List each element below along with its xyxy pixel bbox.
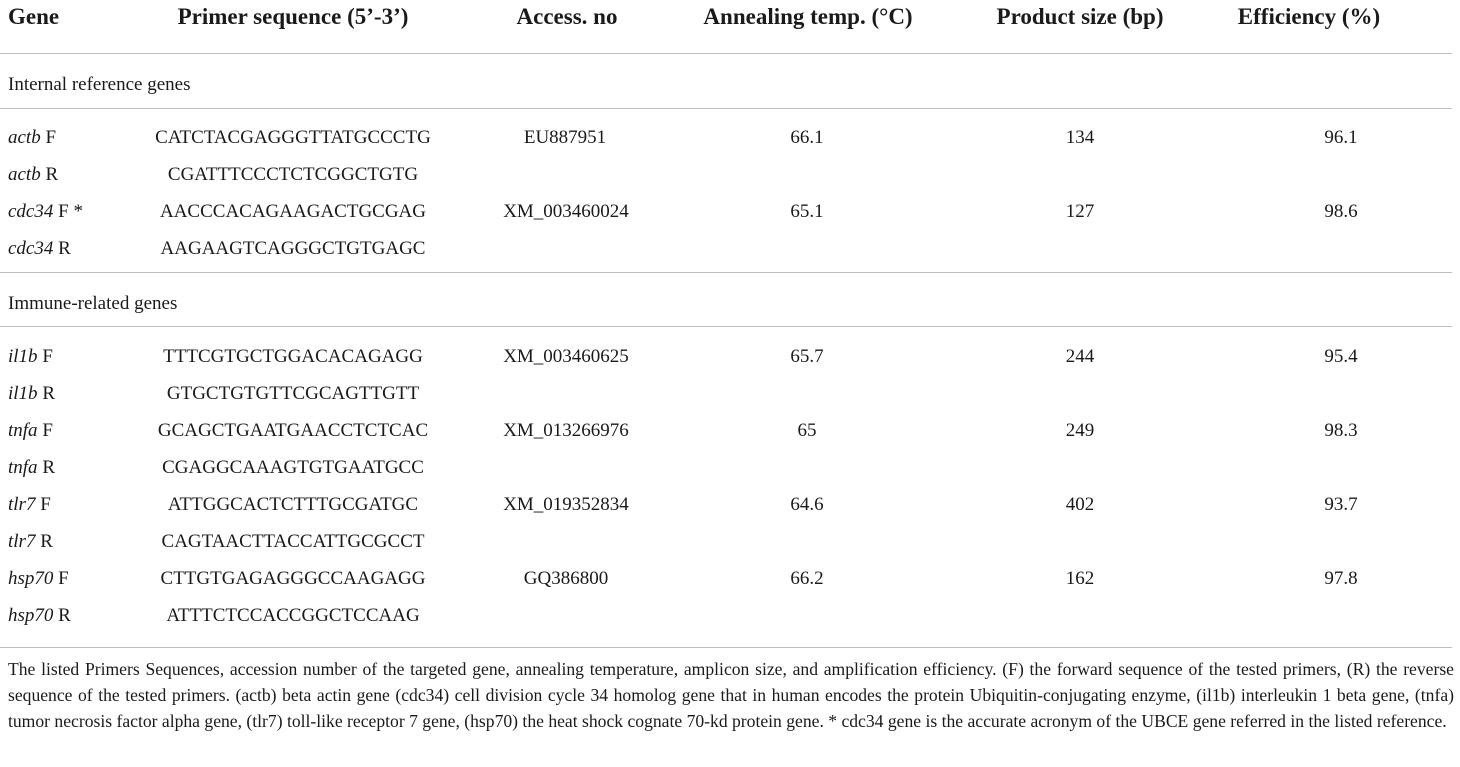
table-row (0, 377, 1460, 414)
table-row (0, 488, 1460, 525)
accession-number: XM_019352834 (503, 494, 629, 515)
primer-sequence: AAGAAGTCAGGGCTGTGAGC (160, 238, 426, 259)
product-size: 162 (1065, 568, 1095, 589)
table-row (0, 195, 1460, 232)
header-divider (0, 53, 1452, 54)
table-row (0, 414, 1460, 451)
efficiency: 97.8 (1324, 568, 1358, 589)
header-access-no: Access. no (516, 4, 618, 29)
gene-name: cdc34 R (8, 238, 71, 259)
primer-sequence: TTTCGTGCTGGACACAGAGG (163, 346, 423, 367)
efficiency: 95.4 (1324, 346, 1358, 367)
table-header (0, 0, 1460, 40)
header-annealing-temp: Annealing temp. (°C) (703, 4, 913, 29)
efficiency: 98.6 (1324, 201, 1358, 222)
primer-sequence: CAGTAACTTACCATTGCGCCT (161, 531, 425, 552)
accession-number: EU887951 (523, 127, 607, 148)
efficiency: 96.1 (1324, 127, 1358, 148)
primer-sequence: GTGCTGTGTTCGCAGTTGTT (166, 383, 420, 404)
header-efficiency: Efficiency (%) (1237, 4, 1381, 29)
efficiency: 98.3 (1324, 420, 1358, 441)
section-title-internal-reference: Internal reference genes (8, 74, 191, 95)
product-size: 249 (1065, 420, 1095, 441)
table-row (0, 525, 1460, 562)
table-row (0, 340, 1460, 377)
primer-sequence: CGAGGCAAAGTGTGAATGCC (162, 457, 424, 478)
section-divider (0, 272, 1452, 273)
section-divider (0, 108, 1452, 109)
table-row (0, 562, 1460, 599)
product-size: 134 (1065, 127, 1095, 148)
gene-name: tlr7 R (8, 531, 53, 552)
gene-name: il1b R (8, 383, 55, 404)
table-bottom-divider (0, 647, 1452, 648)
annealing-temp: 64.6 (790, 494, 824, 515)
gene-name: actb F (8, 127, 57, 148)
product-size: 244 (1065, 346, 1095, 367)
table-row (0, 451, 1460, 488)
annealing-temp: 66.1 (790, 127, 824, 148)
gene-name: actb R (8, 164, 59, 185)
product-size: 402 (1065, 494, 1095, 515)
gene-name: tnfa R (8, 457, 55, 478)
header-gene: Gene (8, 4, 60, 29)
table-row (0, 232, 1460, 269)
primer-sequence: CATCTACGAGGGTTATGCCCTG (155, 127, 431, 148)
table-row (0, 158, 1460, 195)
section-title-immune-related: Immune-related genes (8, 293, 178, 314)
annealing-temp: 66.2 (790, 568, 824, 589)
accession-number: GQ386800 (523, 568, 609, 589)
gene-name: hsp70 F (8, 568, 69, 589)
gene-name: tlr7 F (8, 494, 51, 515)
header-product-size: Product size (bp) (996, 4, 1164, 29)
accession-number: XM_003460625 (503, 346, 629, 367)
accession-number: XM_003460024 (503, 201, 629, 222)
gene-name: cdc34 F * (8, 201, 83, 222)
primer-sequence: AACCCACAGAAGACTGCGAG (159, 201, 427, 222)
gene-name: tnfa F (8, 420, 53, 441)
gene-name: hsp70 R (8, 605, 71, 626)
table-footnote: The listed Primers Sequences, accession number of the targeted gene, annealing temperature, amplicon size, and amplification efficiency. (F) the forward sequence of the tested primers, (R) the reverse sequence of the tested primers. (actb) beta actin gene (cdc34) cell division cycle 34 homolog gene that in human encodes the protein Ubiquitin-conjugating enzyme, (il1b) interleukin 1 beta gene, (tnfa) tumor necrosis factor alpha gene, (tlr7) toll-like receptor 7 gene, (hsp70) the heat shock cognate 70-kd protein gene. * cdc34 gene is the accurate acronym of the UBCE gene referred in the listed reference. (8, 659, 1454, 731)
header-primer-sequence: Primer sequence (5’-3’) (177, 4, 409, 29)
section-divider (0, 326, 1452, 327)
accession-number: XM_013266976 (503, 420, 629, 441)
table-row (0, 599, 1460, 636)
primer-sequence: CGATTTCCCTCTCGGCTGTG (167, 164, 419, 185)
annealing-temp: 65 (797, 420, 817, 441)
primer-sequence: GCAGCTGAATGAACCTCTCAC (157, 420, 429, 441)
table-row (0, 121, 1460, 158)
primer-sequence: ATTGGCACTCTTTGCGATGC (167, 494, 419, 515)
gene-name: il1b F (8, 346, 53, 367)
efficiency: 93.7 (1324, 494, 1358, 515)
annealing-temp: 65.1 (790, 201, 824, 222)
annealing-temp: 65.7 (790, 346, 824, 367)
primer-sequence: CTTGTGAGAGGGCCAAGAGG (160, 568, 426, 589)
product-size: 127 (1065, 201, 1095, 222)
primer-sequence: ATTTCTCCACCGGCTCCAAG (166, 605, 420, 626)
